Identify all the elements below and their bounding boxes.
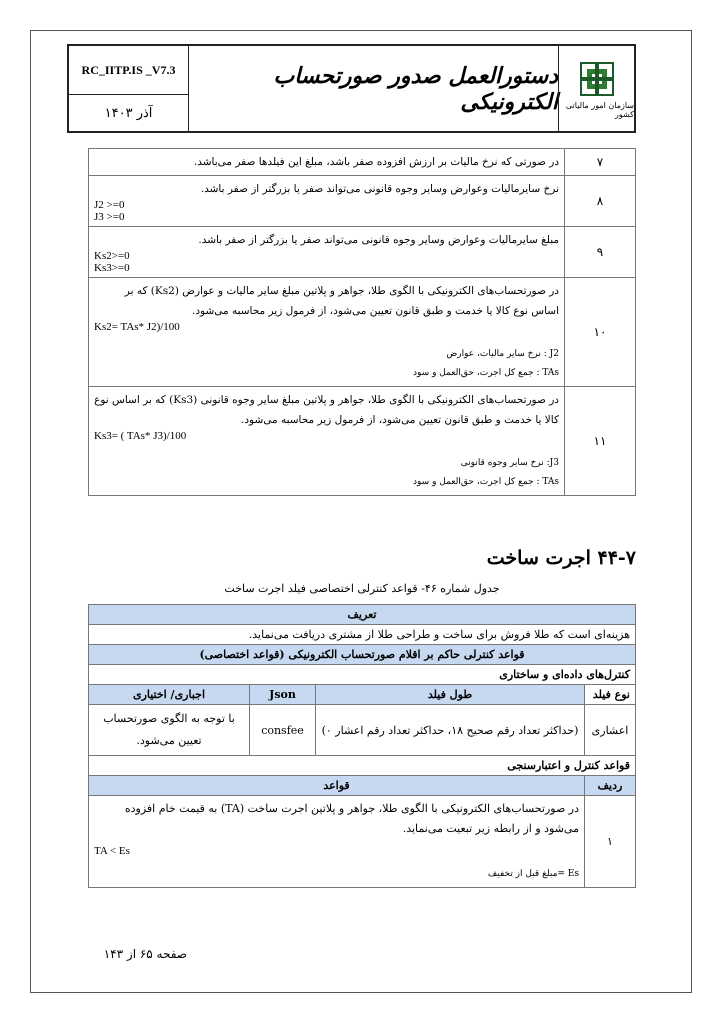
row-formula: Ks3= ( TAs* J3)/100: [94, 430, 187, 442]
row-definition: TAs : جمع کل اجرت، حق‌العمل و سود: [413, 368, 559, 378]
table-row: [89, 645, 636, 665]
tax-org-emblem-icon: [577, 59, 617, 99]
data-controls-header: کنترل‌های داده‌ای و ساختاری: [89, 665, 636, 685]
table-row: [89, 665, 636, 685]
row-definition: TAs : جمع کل اجرت، حق‌العمل و سود: [413, 477, 559, 487]
table-caption: جدول شماره ۴۶- قواعد کنترلی اختصاصی فیلد اجرت ساخت: [224, 582, 500, 595]
field-spec-table: [88, 604, 636, 888]
page-number: صفحه ۶۵ از ۱۴۳: [103, 947, 187, 961]
table-row: [89, 149, 636, 176]
validation-header: قواعد کنترل و اعتبارسنجی: [89, 756, 636, 776]
row-cell: [89, 176, 565, 227]
rule-cell: [89, 796, 585, 888]
table-row: [89, 685, 636, 705]
row-text: نرخ سایرمالیات وعوارض وسایر وجوه قانونی می‌تواند صفر یا بزرگتر از صفر باشد.: [200, 183, 559, 195]
rule-formula: TA < Es: [94, 845, 130, 857]
table-row: [89, 605, 636, 625]
table-row: [89, 227, 636, 278]
col-json: Json: [250, 685, 316, 705]
rule-number: ۱: [585, 796, 636, 888]
field-length: (حداکثر تعداد رقم صحیح ۱۸، حداکثر تعداد رقم اعشار ۰): [316, 705, 585, 756]
row-cell: [89, 278, 565, 387]
row-text: مبلغ سایرمالیات وعوارض وسایر وجوه قانونی می‌تواند صفر یا بزرگتر از صفر باشد.: [198, 234, 559, 246]
document-header: [67, 44, 636, 133]
row-text: در صورتحساب‌های الکترونیکی با الگوی طلا، جواهر و پلاتین مبلغ سایر وجوه قانونی (Ks3) که بر اساس نوع کالا یا خدمت و طبق قانون تعیین می‌شود، از فرمول زیر محاسبه می‌شود.: [94, 394, 559, 426]
col-length: طول فیلد: [316, 685, 585, 705]
table-row: [89, 278, 636, 387]
col-row: ردیف: [585, 776, 636, 796]
row-definition: J3: نرخ سایر وجوه قانونی: [460, 458, 559, 468]
row-definition: J2 : نرخ سایر مالیات، عوارض: [446, 349, 559, 359]
table-row: [89, 776, 636, 796]
table-row: [89, 387, 636, 496]
row-number: ۸: [565, 176, 636, 227]
row-number: ۱۱: [565, 387, 636, 496]
rule-text: در صورتحساب‌های الکترونیکی با الگوی طلا، جواهر و پلاتین اجرت ساخت (TA) به قیمت خام افزوده می‌شود و از رابطه زیر تبعیت می‌نماید.: [124, 802, 579, 835]
row-cell: [89, 387, 565, 496]
row-number: ۱۰: [565, 278, 636, 387]
document-code: RC_IITP.IS _V7.3: [69, 46, 188, 95]
document-date: آذر ۱۴۰۳: [104, 105, 153, 121]
row-text: در صورتی که نرخ مالیات بر ارزش افزوده صفر باشد، مبلغ این فیلدها صفر می‌باشد.: [89, 149, 565, 176]
table-row: [89, 756, 636, 776]
rule-definition: Es =مبلغ قبل از تخفیف: [487, 869, 579, 879]
document-title: دستورالعمل صدور صورتحساب الکترونیکی: [273, 62, 558, 115]
definition-header: تعریف: [89, 605, 636, 625]
table-row: [89, 176, 636, 227]
row-formula: J2 >=0: [94, 199, 125, 211]
table-row: [89, 625, 636, 645]
row-cell: [89, 227, 565, 278]
row-formula: Ks2= TAs* J2)/100: [94, 321, 180, 333]
field-type: اعشاری: [585, 705, 636, 756]
field-mandatory: با توجه به الگوی صورتحساب تعیین می‌شود.: [89, 705, 250, 756]
table-row: [89, 796, 636, 888]
row-number: ۷: [565, 149, 636, 176]
row-text: در صورتحساب‌های الکترونیکی با الگوی طلا، جواهر و پلاتین مبلغ سایر مالیات و عوارض (Ks2) که بر اساس نوع کالا یا خدمت و طبق قانون تعیین می‌شود، از فرمول زیر محاسبه می‌شود.: [124, 285, 559, 317]
col-type: نوع فیلد: [585, 685, 636, 705]
col-mandatory: اجباری/ اختیاری: [89, 685, 250, 705]
row-number: ۹: [565, 227, 636, 278]
rules-header: قواعد کنترلی حاکم بر اقلام صورتحساب الکترونیکی (قواعد اختصاصی): [89, 645, 636, 665]
rules-table: [88, 148, 636, 496]
row-formula: Ks2>=0: [94, 250, 130, 262]
row-formula: J3 >=0: [94, 211, 125, 223]
org-logo: [558, 46, 634, 131]
field-json-key: consfee: [250, 705, 316, 756]
org-name: سازمان امور مالیاتی کشور: [565, 100, 634, 119]
definition-text: هزینه‌ای است که طلا فروش برای ساخت و طراحی طلا از مشتری دریافت می‌نماید.: [89, 625, 636, 645]
table-row: [89, 705, 636, 756]
header-meta: [69, 46, 189, 131]
col-rules: قواعد: [89, 776, 585, 796]
section-heading: ۴۴-۷ اجرت ساخت: [486, 547, 636, 569]
row-formula: Ks3>=0: [94, 262, 130, 274]
